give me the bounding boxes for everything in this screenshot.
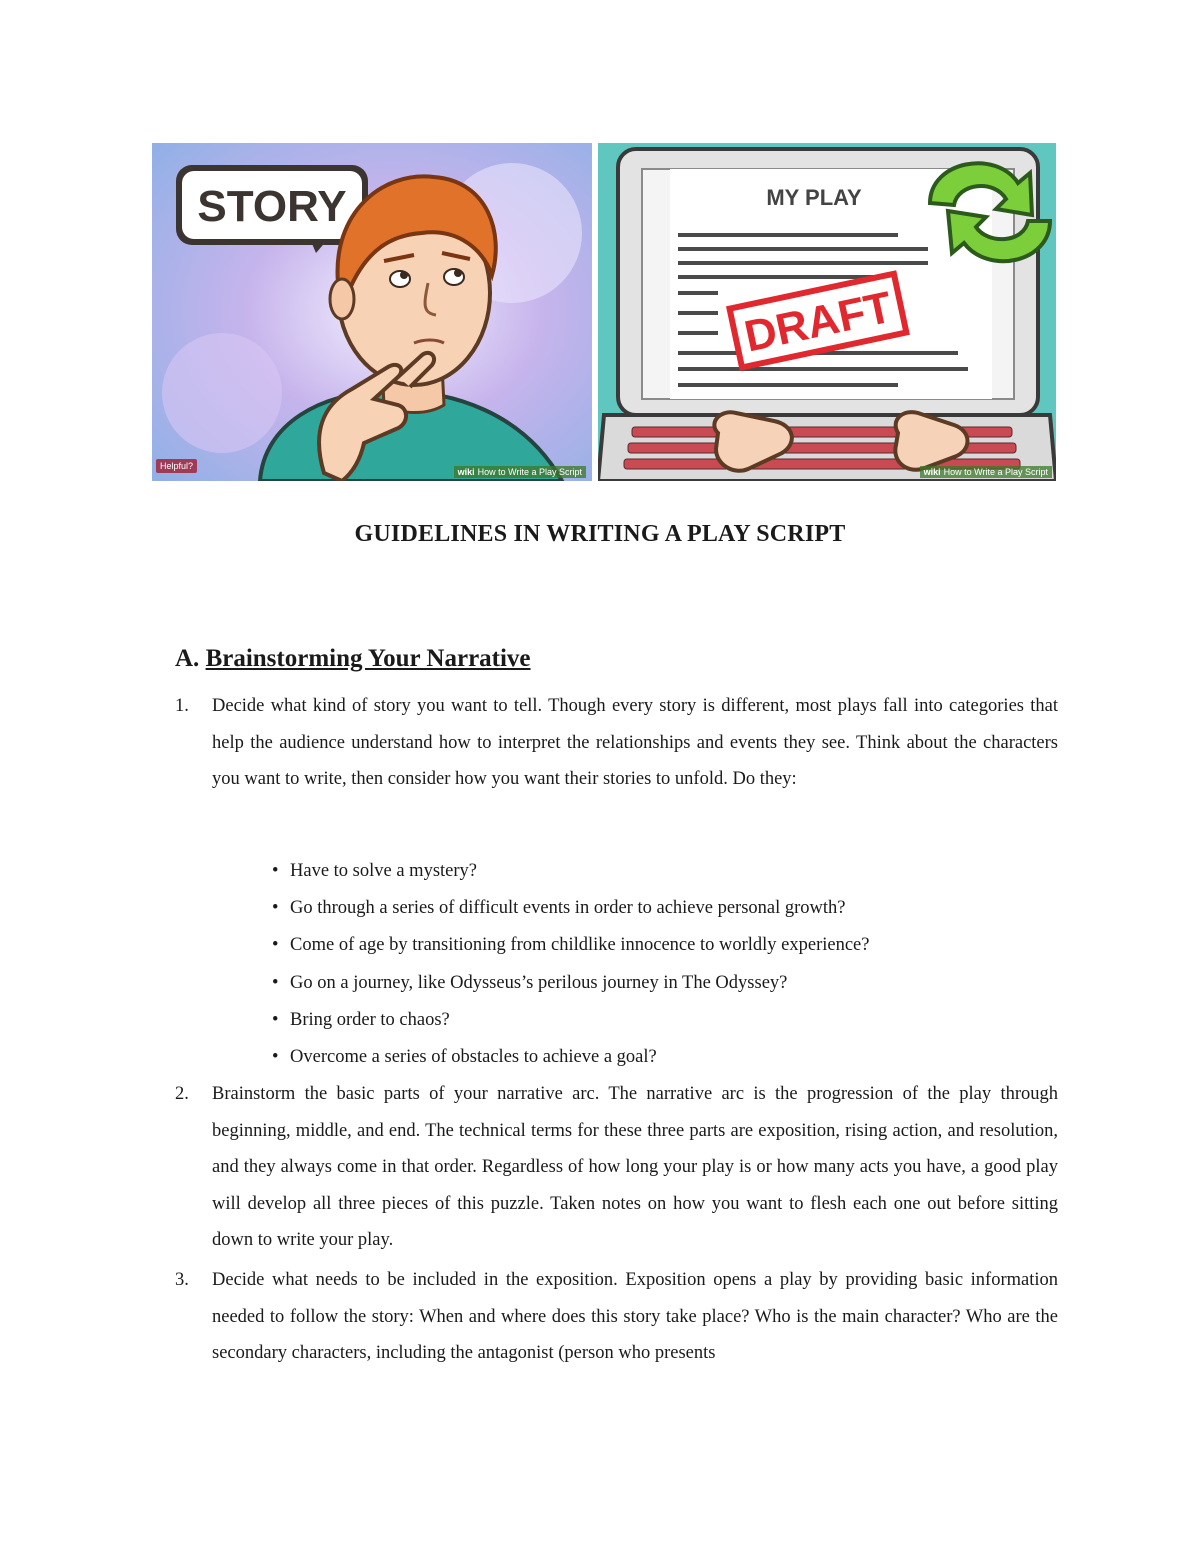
section-letter: A. [175,645,200,672]
screen-title-text: MY PLAY [766,185,862,210]
item-number-1: 1. [175,696,189,716]
list-item: • Bring order to chaos? [272,1002,869,1039]
section-title: Brainstorming Your Narrative [205,645,531,672]
list-item: • Have to solve a mystery? [272,853,869,890]
list-item: • Come of age by transitioning from childlike innocence to worldly experience? [272,927,869,964]
bullet-icon: • [272,898,279,919]
header-illustration [152,143,1056,481]
bullet-icon: • [272,1009,279,1030]
caption-site: wiki [923,467,941,477]
bullet-icon: • [272,1047,279,1068]
story-type-list [272,853,869,1076]
right-image-caption [920,466,1052,478]
list-item: • Overcome a series of obstacles to achieve a goal? [272,1039,869,1076]
bullet-icon: • [272,972,279,993]
bullet-icon: • [272,935,279,956]
laptop-draft-illustration [598,143,1056,481]
item-text-1: Decide what kind of story you want to tell. Though every story is different, most plays fall into categories that help the audience understand how to interpret the relationships and events they see. Think about the characters you want to write, then consider how you want their stories to unfold. Do they: [212,696,1058,790]
story-thinking-art [152,143,592,481]
story-bubble-text: STORY [197,182,347,231]
caption-text: How to Write a Play Script [477,467,582,477]
story-thinking-illustration [152,143,592,481]
caption-text: How to Write a Play Script [943,467,1048,477]
helpful-badge: Helpful? [156,459,197,473]
item-text-3: Decide what needs to be included in the exposition. Exposition opens a play by providing basic information needed to follow the story: When and where does this story take place? Who is the main character? Who are the secondary characters, including the antagonist (person who presents [212,1270,1058,1364]
bullet-icon: • [272,861,279,881]
left-image-caption [454,466,586,478]
item-number-3: 3. [175,1270,189,1290]
item-text-2: Brainstorm the basic parts of your narrative arc. The narrative arc is the progression of the play through beginning, middle, and end. The technical terms for these three parts are exposition, rising action, and resolution, and they always come in that order. Regardless of how long your play is or how many acts you have, a good play will develop all three pieces of this puzzle. Taken notes on how you want to flesh each one out before sitting down to write your play. [212,1084,1058,1251]
list-item: • Go on a journey, like Odysseus’s perilous journey in The Odyssey? [272,965,869,1002]
draft-stamp-text: DRAFT [740,282,897,362]
laptop-draft-art [598,143,1056,481]
caption-site: wiki [457,467,475,477]
item-number-2: 2. [175,1084,189,1104]
section-heading [175,645,531,673]
document-title: GUIDELINES IN WRITING A PLAY SCRIPT [354,521,846,547]
list-item: • Go through a series of difficult events in order to achieve personal growth? [272,890,869,927]
